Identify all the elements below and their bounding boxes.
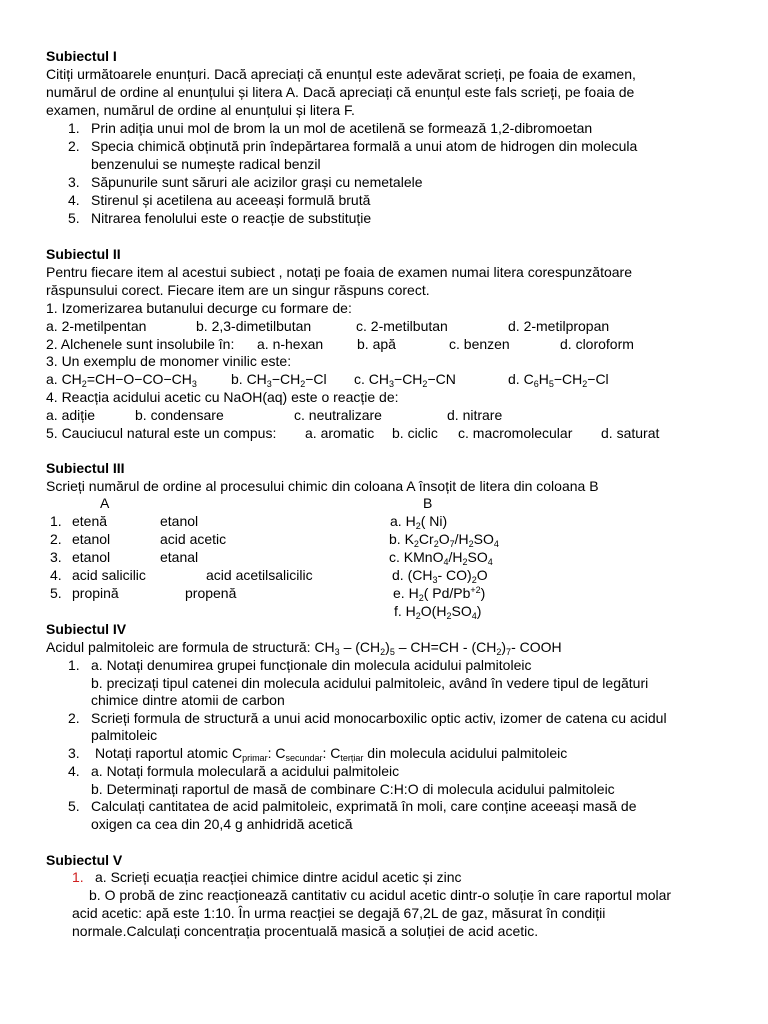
s1-item-text: Săpunurile sunt săruri ale acizilor grași cu nemetalele [91,174,423,190]
s2-q4-option-b: b. condensare [135,407,224,423]
s3-row-number: 3. [50,549,62,565]
s1-item-text: Stirenul și acetilena au aceeași formulă brută [91,192,371,208]
s3-reagent-e: e. $H_2$( $Pd/Pb^{+2}$) [393,585,486,603]
section-title-4: Subiectul IV [46,621,127,637]
s2-q2-option-a: a. n-hexan [257,336,324,352]
s3-reagent-a: a. $H_2$( Ni) [390,513,448,531]
s2-question-1: 1. Izomerizarea butanului decurge cu formare de: [46,300,352,316]
s3-row-reactant: acid salicilic [72,567,146,583]
s2-q1-option-b: b. 2,3-dimetilbutan [196,318,312,334]
s4-item-number: 2. [68,710,80,726]
section-title-5: Subiectul V [46,852,123,868]
s2-q4-option-d: d. nitrare [447,407,503,423]
s2-question-3: 3. Un exemplu de monomer vinilic este: [46,353,292,369]
s1-item-number: 1. [68,120,80,136]
s1-item-text: Nitrarea fenolului este o reacție de substituție [91,210,372,226]
s3-row-reactant: etenă [72,513,108,529]
s3-row-reactant: etanol [72,549,111,565]
s2-q3-option-b: b. $CH_3-CH_2-Cl$ [231,371,327,389]
s2-intro-line-2: răspunsului corect. Fiecare item are un singur răspuns corect. [46,282,430,298]
s4-item-text: chimice dintre atomii de carbon [91,692,285,708]
s2-q2-option-b: b. apă [357,336,396,352]
s1-item-text: Specia chimică obținută prin îndepărtarea formală a unui atom de hidrogen din molecula [91,138,638,154]
s4-item-text: b. precizați tipul catenei din molecula acidului palmitoleic, având în vedere tipul de legături [91,675,649,691]
s3-row-product: acid acetilsalicilic [206,567,313,583]
s3-row-reactant: propină [72,585,119,601]
s1-intro-line-1: Citiți următoarele enunțuri. Dacă apreciați că enunțul este adevărat scrieți, pe foaia de examen, [46,66,636,82]
s3-reagent-c: c. $KMnO_4/H_2SO_4$ [389,549,493,567]
s3-column-b-header: B [423,495,433,511]
s2-question-4: 4. Reacția acidului acetic cu NaOH(aq) este o reacție de: [46,389,399,405]
s2-q4-option-c: c. neutralizare [294,407,382,423]
s5-line-2: b. O probă de zinc reacționează cantitativ cu acidul acetic dintr-o soluție în care raportul molar [89,887,672,903]
s4-item-text: Calculați cantitatea de acid palmitoleic, exprimată în moli, care conține aceeași masă de [91,798,637,814]
s2-q5-option-c: c. macromolecular [458,425,573,441]
s2-q1-option-d: d. 2-metilpropan [508,318,610,334]
s3-row-number: 2. [50,531,62,547]
s3-reagent-f: f. $H_2O(H_2SO_4)$ [394,603,482,621]
s2-q1-option-a: a. 2-metilpentan [46,318,147,334]
s2-question-5: 5. Cauciucul natural este un compus: [46,425,277,441]
s4-item-text: Notați raportul atomic $C_{primar}$: $C_{secundar}$: $C_{terțiar}$ din molecula acidului palmitoleic [95,745,568,763]
section-title-1: Subiectul I [46,48,117,64]
s3-row-product: acid acetic [160,531,227,547]
s5-item-number: 1. [72,869,84,885]
s4-item-text: a. Notați denumirea grupei funcționale din molecula acidului palmitoleic [91,657,532,673]
s5-line-3: acid acetic: apă este 1:10. În urma reacției se degajă 67,2L de gaz, măsurat în condiții [72,905,606,921]
s4-item-text: a. Notați formula moleculară a acidului palmitoleic [91,763,400,779]
s3-row-number: 4. [50,567,62,583]
s4-item-text: Scrieți formula de structură a unui acid monocarboxilic optic activ, izomer de catena cu acidul [91,710,667,726]
s3-row-product: propenă [185,585,237,601]
s3-row-number: 1. [50,513,62,529]
s3-row-number: 5. [50,585,62,601]
section-title-3: Subiectul III [46,460,125,476]
s4-formula: Acidul palmitoleic are formula de structură: $CH_3 - (CH_2)_5 - CH=CH - (CH_2)_7-$ COOH [46,639,562,657]
s2-q3-option-c: c. $CH_3-CH_2-CN$ [354,371,456,389]
s1-item-number: 5. [68,210,80,226]
s3-column-a-header: A [100,495,110,511]
s2-q5-option-a: a. aromatic [305,425,375,441]
s5-line-4: normale.Calculați concentrația procentuală masică a soluției de acid acetic. [72,923,539,939]
s1-intro-line-3: examen, numărul de ordine al enunțului și litera F. [46,102,355,118]
s1-item-number: 3. [68,174,80,190]
s4-item-text: palmitoleic [91,727,158,743]
s4-item-text: oxigen ca cea din 20,4 g anhidridă acetică [91,816,353,832]
s1-intro-line-2: numărul de ordine al enunțului și litera A. Dacă apreciați că enunțul este fals scrieți, pe foaia de [46,84,635,100]
s3-row-product: etanal [160,549,199,565]
s2-q2-option-c: c. benzen [449,336,510,352]
s4-item-number: 3. [68,745,80,761]
s2-q3-option-a: a. $CH_2=CH-O-CO-CH_3$ [46,371,197,389]
s3-reagent-d: d. ($CH_3-$ $CO)_2O$ [392,567,488,585]
s5-line-1: a. Scrieți ecuația reacției chimice dintre acidul acetic și zinc [95,869,462,885]
s3-row-product: etanol [160,513,199,529]
s3-row-reactant: etanol [72,531,111,547]
s1-item-text: Prin adiția unui mol de brom la un mol de acetilenă se formează 1,2-dibromoetan [91,120,593,136]
s2-q2-option-d: d. cloroform [560,336,634,352]
s4-item-text: b. Determinați raportul de masă de combinare C:H:O di molecula acidului palmitoleic [91,781,615,797]
s4-item-number: 1. [68,657,80,673]
s2-question-2: 2. Alchenele sunt insolubile în: [46,336,235,352]
s4-item-number: 4. [68,763,80,779]
s4-item-number: 5. [68,798,80,814]
s1-item-text: benzenului se numește radical benzil [91,156,321,172]
s2-intro-line-1: Pentru fiecare item al acestui subiect , notați pe foaia de examen numai litera corespunzătoare [46,264,632,280]
s2-q3-option-d: d. $C_6H_5-CH_2-Cl$ [508,371,609,389]
s3-intro: Scrieți numărul de ordine al procesului chimic din coloana A însoțit de litera din coloana B [46,478,599,494]
s1-item-number: 4. [68,192,80,208]
s2-q5-option-b: b. ciclic [392,425,438,441]
section-title-2: Subiectul II [46,246,121,262]
s1-item-number: 2. [68,138,80,154]
s2-q1-option-c: c. 2-metilbutan [356,318,448,334]
s3-reagent-b: b. $K_2Cr_2O_7/H_2SO_4$ [389,531,499,549]
s2-q5-option-d: d. saturat [601,425,660,441]
s2-q4-option-a: a. adiție [46,407,96,423]
